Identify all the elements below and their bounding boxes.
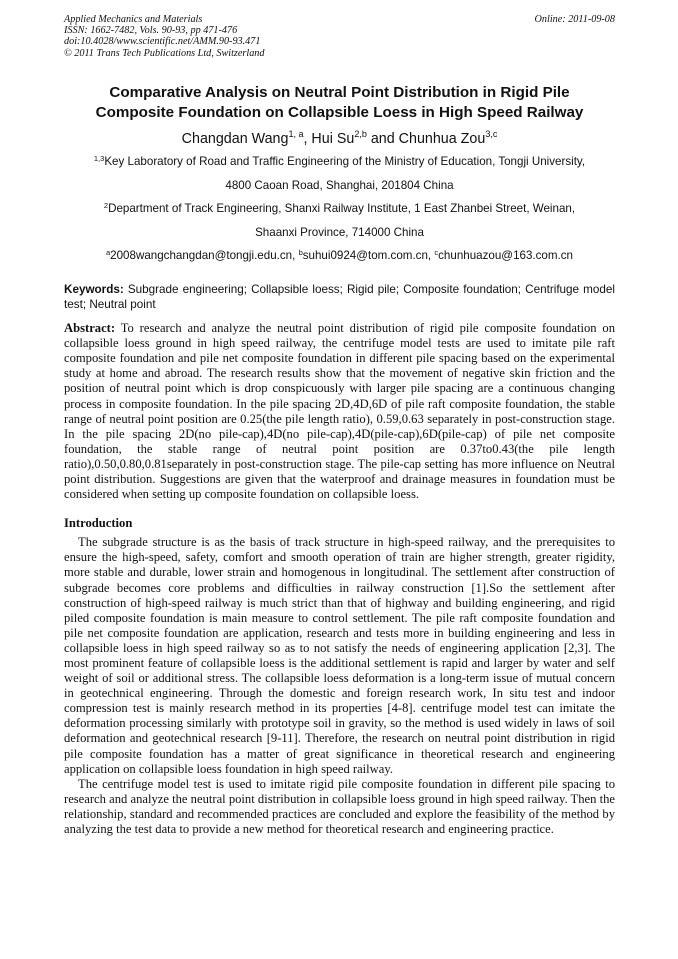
abstract — [64, 321, 615, 502]
aff-sup: 1,3 — [93, 154, 105, 163]
author-sep: and — [366, 131, 399, 147]
issn-line: ISSN: 1662-7482, Vols. 90-93, pp 471-476 — [64, 25, 238, 37]
running-header — [64, 14, 615, 62]
email-line — [64, 244, 615, 268]
author-name: Hui Su — [311, 131, 355, 147]
abstract-text: To research and analyze the neutral point distribution of rigid pile composite foundation on collapsible loess ground in high speed railway, the centrifuge model tests are used to imitate pile raft composite foundation and pile net composite foundation in different pile spacing based on the experimental study at home and abroad. The research results show that the movement of negative skin friction and the position of neutral point which is drop conspicuously with larger pile spacing are a continuous changing process in composite foundation. In the pile spacing 2D,4D,6D of pile raft composite foundation, the stable range of neutral point position are 0.25(the pile length ratio), 0.59,0.63 separately in post-construction stage. In the pile spacing 2D(no pile-cap),4D(no pile-cap),4D(pile-cap),6D(pile-cap) of pile net composite foundation, the stable range of neutral point position are 0.37to0.43(the pile length ratio),0.50,0.80,0.81separately in post-construction stage. The pile-cap setting has more influence on Neutral point distribution. Suggestions are given that the waterproof and drainage measures in foundation must be considered when setting up composite foundation on collapsible loess. — [64, 321, 615, 502]
author-sup: 2,b — [354, 129, 367, 139]
author-list — [64, 130, 615, 149]
email-sup: c — [434, 248, 439, 257]
author-name: Chunhua Zou — [398, 131, 486, 147]
affiliation-1-line-2: 4800 Caoan Road, Shanghai, 201804 China — [225, 178, 454, 192]
affiliation-2-line-2: Shaanxi Province, 714000 China — [255, 225, 424, 239]
introduction-body — [64, 535, 615, 837]
affiliation-1-line-1: $^{1,3}$Key Laboratory of Road and Traffic Engineering of the Ministry of Education, Tongji University, — [93, 154, 586, 168]
publication-info — [64, 14, 615, 59]
email-c: chunhuazou@163.com.cn — [438, 249, 574, 262]
keywords-text: Subgrade engineering; Collapsible loess; Rigid pile; Composite foundation; Centrifuge model test; Neutral point — [64, 282, 615, 311]
email-sup: a — [105, 248, 111, 257]
aff-sup: 2 — [103, 201, 109, 210]
section-heading-introduction: Introduction — [64, 516, 133, 531]
affiliation-2-line-1: $^2$Department of Track Engineering, Shanxi Railway Institute, 1 East Zhanbei Street, Weinan, — [103, 201, 576, 215]
email-a: 2008wangchangdan@tongji.edu.cn, — [110, 249, 299, 262]
author-name: Changdan Wang — [181, 131, 289, 147]
journal-name: Applied Mechanics and Materials — [64, 14, 203, 25]
online-date: Online: 2011-09-08 — [534, 14, 615, 25]
paragraph: The subgrade structure is as the basis of track structure in high-speed railway, and the prerequisites to ensure the high-speed, safety, comfort and smooth operation of train are higher strength, greater rigidity, more stable and durable, lower strain and homogenous in longitudinal. The settlement after construction of subgrade becomes core problems and difficulties in railway construction [1].So the settlement after construction of high-speed railway is much strict than that of highway and building engineering, and rigid piled composite foundation is main measure to control settlement. The pile raft composite foundation and pile net composite foundation are application, research and tests more in building engineering and less in collapsible loess in high speed railway so as to not satisfy the needs of engineering application [2,3]. The most prominent feature of collapsible loess is the additional settlement is rapid and larger by water and self weight of soil or additional stress. The collapsible loess deformation is a long-term issue of mutual concern in geotechnical engineering. Through the domestic and foreign research work, In situ test and indoor compression test is mainly research method in its properties [4-8]. centrifuge model test can imitate the deformation processing similarly with prototype soil in gravity, so the method is used widely in laws of soil deformation and geotechnical research [9-11]. Therefore, the research on neutral point distribution in rigid pile composite foundation has a matter of great significance in theoretical research and engineering application on collapsible loess foundation in high speed railway. — [64, 535, 615, 776]
author-sep: , — [303, 131, 312, 147]
email-b: suhui0924@tom.com.cn, — [302, 249, 435, 262]
paper-page — [64, 14, 615, 837]
affiliations — [64, 150, 615, 268]
paragraph: The centrifuge model test is used to imitate rigid pile composite foundation in different pile spacing to research and analyze the neutral point distribution in collapsible loess ground in high speed railway. Then the relationship, standard and recommended practices are concluded and explore the feasibility of the method by analyzing the test data to provide a new method for theoretical research and engineering practice. — [64, 776, 615, 836]
keywords-label: Keywords: — [64, 282, 124, 296]
doi-line: doi:10.4028/www.scientific.net/AMM.90-93.471 — [64, 36, 261, 48]
paper-title — [64, 83, 615, 122]
author-sup: 1, a — [288, 129, 304, 139]
copyright-line: © 2011 Trans Tech Publications Ltd, Switzerland — [64, 47, 265, 59]
title-line-1: Comparative Analysis on Neutral Point Distribution in Rigid Pile — [109, 84, 570, 101]
title-line-2: Composite Foundation on Collapsible Loess in High Speed Railway — [95, 103, 584, 121]
author-sup: 3,c — [485, 129, 498, 139]
abstract-label: Abstract: — [64, 321, 116, 336]
email-sup: b — [298, 248, 303, 257]
keywords — [64, 282, 615, 313]
